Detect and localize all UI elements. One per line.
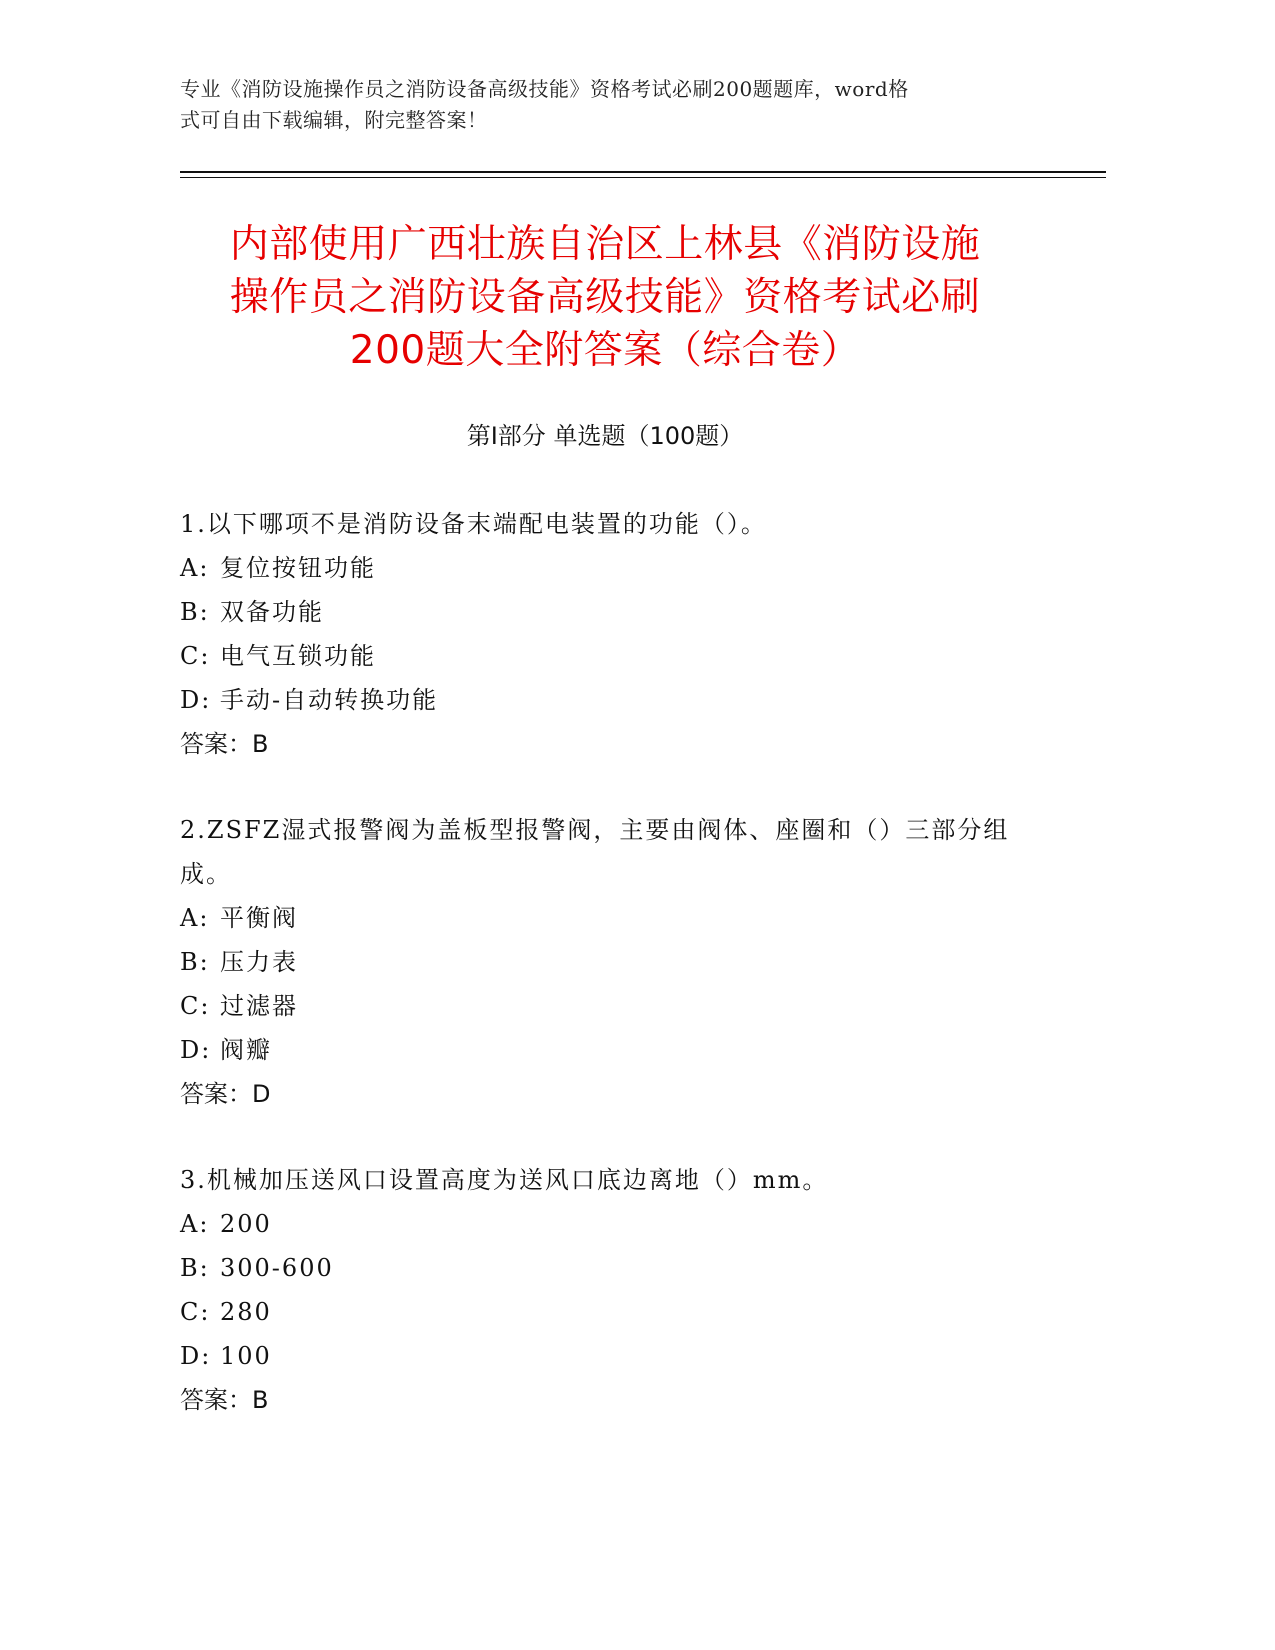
question-stem: 1.以下哪项不是消防设备末端配电装置的功能（）。 [180,510,767,538]
option-a [180,1202,1030,1246]
option-text: 200 [220,1210,272,1238]
question-3 [180,1158,1030,1422]
option-text: 阀瓣 [220,1036,272,1064]
option-b [180,590,1030,634]
option-text: 双备功能 [220,598,324,626]
option-letter: C: [180,642,211,670]
option-letter: D: [180,1036,212,1064]
header-note-line1: 专业《消防设施操作员之消防设备高级技能》资格考试必刷200题题库，word格 [180,77,909,101]
header-note-line2: 式可自由下载编辑，附完整答案！ [180,108,488,132]
option-text: 300-600 [220,1254,334,1282]
header-note [180,74,1040,136]
question-1 [180,502,1030,766]
option-c [180,1290,1030,1334]
option-c [180,984,1030,1028]
option-letter: A: [180,1210,210,1238]
option-d [180,678,1030,722]
question-stem: 2.ZSFZ湿式报警阀为盖板型报警阀，主要由阀体、座圈和（）三部分组成。 [180,816,1010,888]
question-stem: 3.机械加压送风口设置高度为送风口底边离地（）mm。 [180,1166,829,1194]
document-title-line3: 200题大全附答案（综合卷） [349,328,861,373]
option-letter: A: [180,554,210,582]
option-letter: A: [180,904,210,932]
option-a [180,896,1030,940]
answer-line: 答案：B [180,1386,269,1414]
option-letter: C: [180,1298,211,1326]
option-text: 复位按钮功能 [220,554,376,582]
option-text: 手动-自动转换功能 [220,686,439,714]
option-letter: D: [180,686,212,714]
option-letter: D: [180,1342,212,1370]
option-a [180,546,1030,590]
option-letter: B: [180,1254,210,1282]
option-text: 过滤器 [220,992,298,1020]
option-d [180,1334,1030,1378]
option-b [180,940,1030,984]
option-text: 平衡阀 [220,904,298,932]
option-letter: B: [180,598,210,626]
option-text: 压力表 [220,948,298,976]
answer-line: 答案：B [180,730,269,758]
document-title-line2: 操作员之消防设备高级技能》资格考试必刷 [229,275,981,320]
option-letter: B: [180,948,210,976]
question-list [180,502,1030,1464]
section-heading: 第Ⅰ部分 单选题（100题） [466,422,744,450]
header-divider-thin [180,177,1106,178]
question-2 [180,808,1030,1116]
header-divider-thick [180,171,1106,173]
option-text: 100 [220,1342,272,1370]
option-b [180,1246,1030,1290]
option-d [180,1028,1030,1072]
document-title [160,218,1050,377]
option-c [180,634,1030,678]
option-text: 280 [220,1298,272,1326]
document-title-line1: 内部使用广西壮族自治区上林县《消防设施 [229,222,981,267]
option-letter: C: [180,992,211,1020]
answer-line: 答案：D [180,1080,271,1108]
option-text: 电气互锁功能 [220,642,376,670]
